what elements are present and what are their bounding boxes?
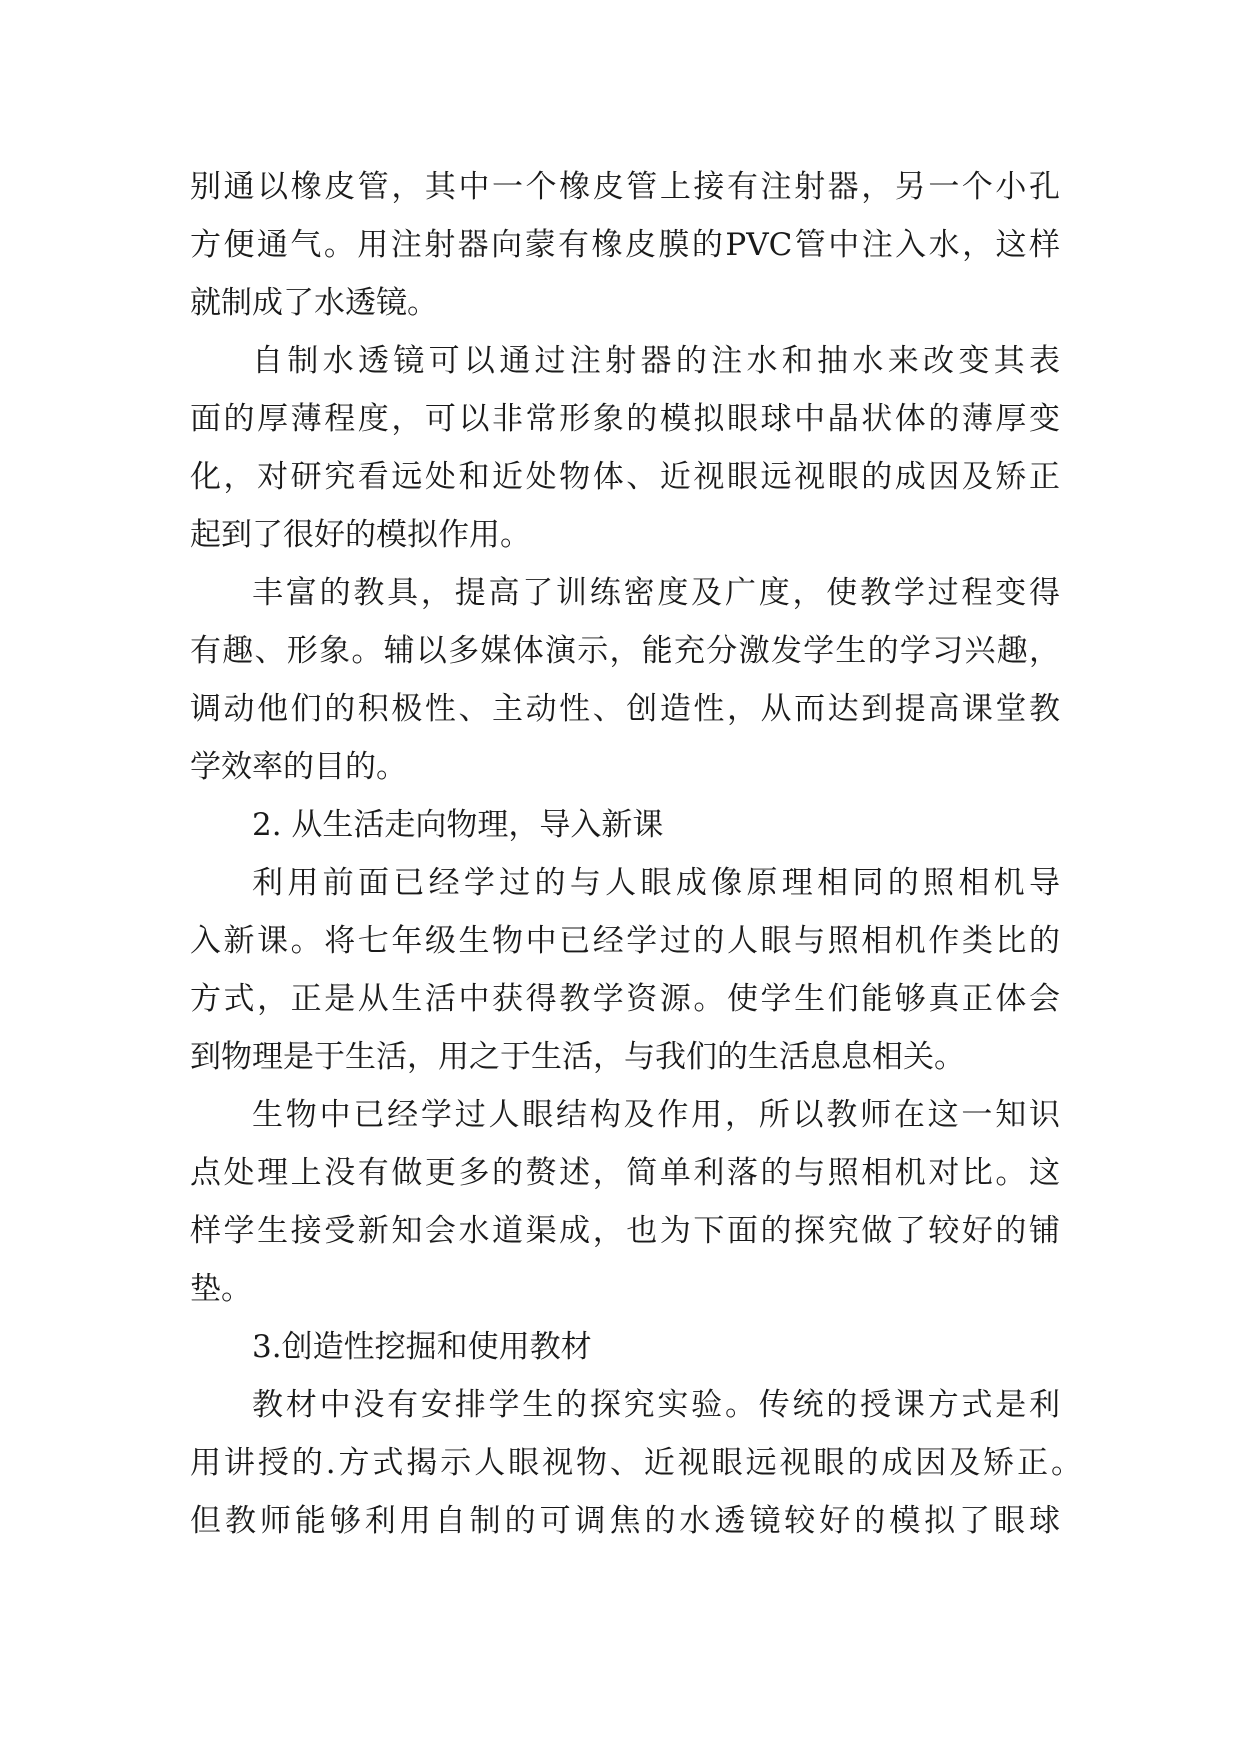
- text-line: 学效率的目的。: [190, 749, 407, 785]
- text-line: 起到了很好的模拟作用。: [190, 517, 531, 553]
- text-line: 点处理上没有做更多的赘述，简单利落的与照相机对比。这: [190, 1155, 1060, 1191]
- paragraph-first-line: 利用前面已经学过的与人眼成像原理相同的照相机导: [252, 865, 1060, 901]
- paragraph-first-line: 丰富的教具，提高了训练密度及广度，使教学过程变得: [252, 575, 1060, 611]
- body-text: [190, 158, 1082, 1550]
- text-line: 就制成了水透镜。: [190, 285, 438, 321]
- section-heading: 2. 从生活走向物理，导入新课: [252, 807, 664, 843]
- text-line: 面的厚薄程度，可以非常形象的模拟眼球中晶状体的薄厚变: [190, 401, 1060, 437]
- text-line: 样学生接受新知会水道渠成，也为下面的探究做了较好的铺: [190, 1213, 1060, 1249]
- text-line: 到物理是于生活，用之于生活，与我们的生活息息相关。: [190, 1039, 965, 1075]
- text-line: 别通以橡皮管，其中一个橡皮管上接有注射器，另一个小孔: [190, 169, 1060, 205]
- paragraph-first-line: 自制水透镜可以通过注射器的注水和抽水来改变其表: [252, 343, 1060, 379]
- paragraph-first-line: 教材中没有安排学生的探究实验。传统的授课方式是利: [252, 1387, 1060, 1423]
- text-line: 调动他们的积极性、主动性、创造性，从而达到提高课堂教: [190, 691, 1060, 727]
- text-line: 有趣、形象。辅以多媒体演示，能充分激发学生的学习兴趣，: [190, 633, 1060, 669]
- text-line: 化，对研究看远处和近处物体、近视眼远视眼的成因及矫正: [190, 459, 1060, 495]
- section-heading: 3.创造性挖掘和使用教材: [252, 1329, 592, 1365]
- text-line: 用讲授的.方式揭示人眼视物、近视眼远视眼的成因及矫正。: [190, 1445, 1082, 1481]
- text-line: 入新课。将七年级生物中已经学过的人眼与照相机作类比的: [190, 923, 1060, 959]
- text-line: 方式，正是从生活中获得教学资源。使学生们能够真正体会: [190, 981, 1060, 1017]
- text-line: 方便通气。用注射器向蒙有橡皮膜的PVC管中注入水，这样: [190, 227, 1060, 263]
- text-line: 垫。: [190, 1271, 252, 1307]
- paragraph-first-line: 生物中已经学过人眼结构及作用，所以教师在这一知识: [252, 1097, 1060, 1133]
- text-line: 但教师能够利用自制的可调焦的水透镜较好的模拟了眼球: [190, 1503, 1060, 1539]
